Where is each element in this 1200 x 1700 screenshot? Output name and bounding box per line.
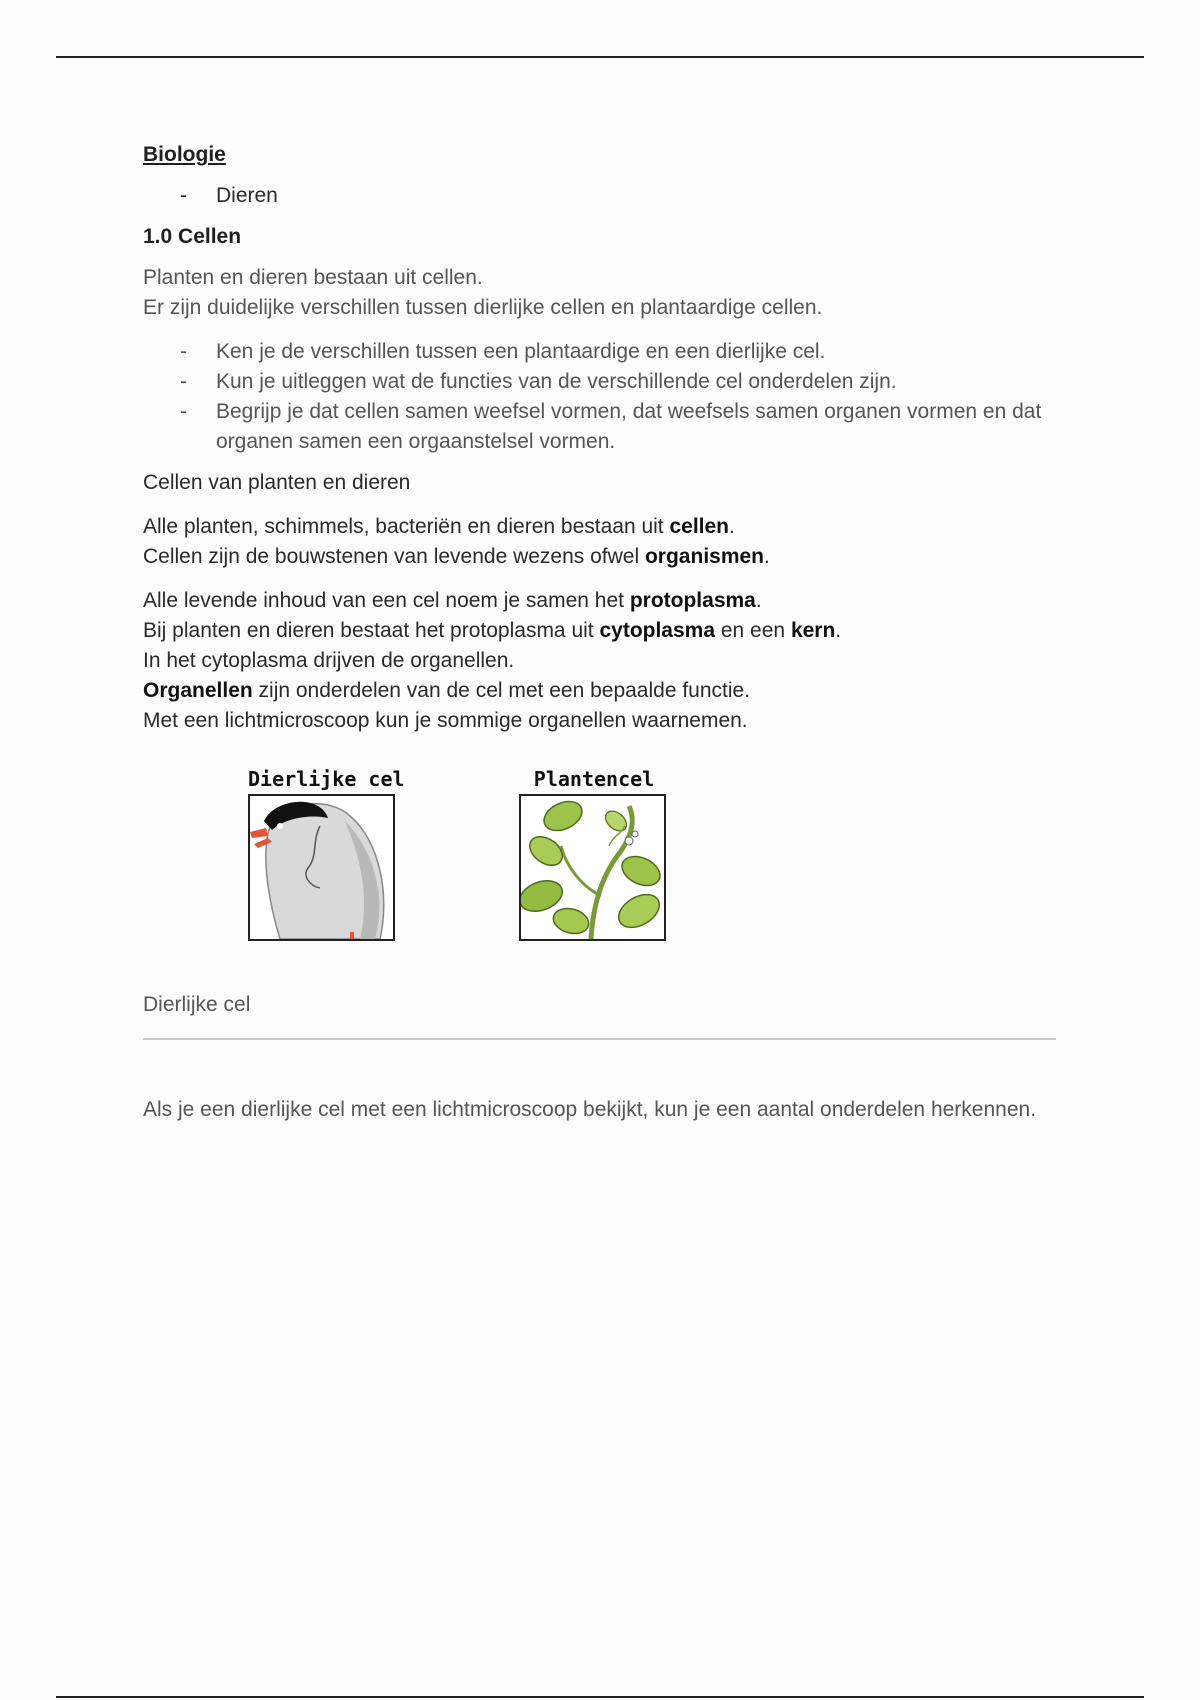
dash-bullet: - — [180, 184, 187, 207]
dash-bullet: - — [180, 370, 187, 393]
text-run: . — [755, 589, 762, 612]
goal-text: Begrijp je dat cellen samen weefsel vormen, dat weefsels samen organen vormen en dat organen samen een orgaanstelsel vormen. — [216, 400, 1042, 453]
section-heading: 1.0 Cellen — [143, 225, 242, 248]
document-title: Biologie — [143, 143, 226, 166]
text-run: Alle planten, schimmels, bacteriën en dieren bestaan uit — [143, 515, 670, 538]
dash-bullet: - — [180, 340, 187, 363]
list-item — [143, 397, 1063, 457]
text-run: Bij planten en dieren bestaat het protoplasma uit — [143, 619, 600, 642]
plant-figure — [519, 766, 669, 941]
divider — [143, 1038, 1056, 1040]
figure-label: Plantencel — [533, 767, 655, 791]
text-run: Alle levende inhoud van een cel noem je samen het — [143, 589, 630, 612]
figure-row — [143, 766, 1063, 956]
text-run: en een — [715, 619, 791, 642]
subheading: Cellen van planten en dieren — [143, 471, 411, 494]
intro-line: Er zijn duidelijke verschillen tussen dierlijke cellen en plantaardige cellen. — [143, 296, 823, 319]
cells-paragraph — [143, 512, 1063, 572]
list-item — [143, 367, 1063, 397]
top-rule — [56, 56, 1144, 58]
text-run: In het cytoplasma drijven de organellen. — [143, 649, 515, 672]
intro-paragraph — [143, 263, 1063, 323]
bottom-rule — [56, 1696, 1144, 1698]
goal-text: Ken je de verschillen tussen een plantaardige en een dierlijke cel. — [216, 340, 826, 363]
key-term: cytoplasma — [599, 619, 716, 642]
text-run: zijn onderdelen van de cel met een bepaalde functie. — [252, 679, 751, 702]
key-term: protoplasma — [629, 589, 756, 612]
topic-label: Dieren — [216, 184, 278, 207]
list-item — [143, 337, 1063, 367]
key-term: organismen — [644, 545, 765, 568]
animal-figure — [248, 766, 405, 941]
protoplasm-paragraph — [143, 586, 1063, 736]
text-run: . — [729, 515, 735, 538]
key-term: cellen — [669, 515, 730, 538]
document-content — [143, 140, 1063, 1124]
learning-goals — [143, 337, 1063, 457]
intro-line: Planten en dieren bestaan uit cellen. — [143, 266, 483, 289]
topic-list — [143, 181, 1063, 211]
text-run: Cellen zijn de bouwstenen van levende wezens ofwel — [143, 545, 645, 568]
text-run: . — [764, 545, 770, 568]
text-run: . — [835, 619, 842, 642]
bird-icon — [248, 794, 395, 941]
list-item — [143, 181, 1063, 211]
figure-label: Dierlijke cel — [248, 767, 405, 791]
plant-icon — [519, 794, 666, 941]
goal-text: Kun je uitleggen wat de functies van de verschillende cel onderdelen zijn. — [216, 370, 897, 393]
animal-cell-heading: Dierlijke cel — [143, 993, 251, 1016]
dash-bullet: - — [180, 400, 187, 423]
text-run: Met een lichtmicroscoop kun je sommige organellen waarnemen. — [143, 709, 748, 732]
closing-paragraph: Als je een dierlijke cel met een lichtmicroscoop bekijkt, kun je een aantal onderdelen herkennen. — [143, 1098, 1037, 1121]
key-term: Organellen — [143, 679, 253, 702]
key-term: kern — [790, 619, 836, 642]
